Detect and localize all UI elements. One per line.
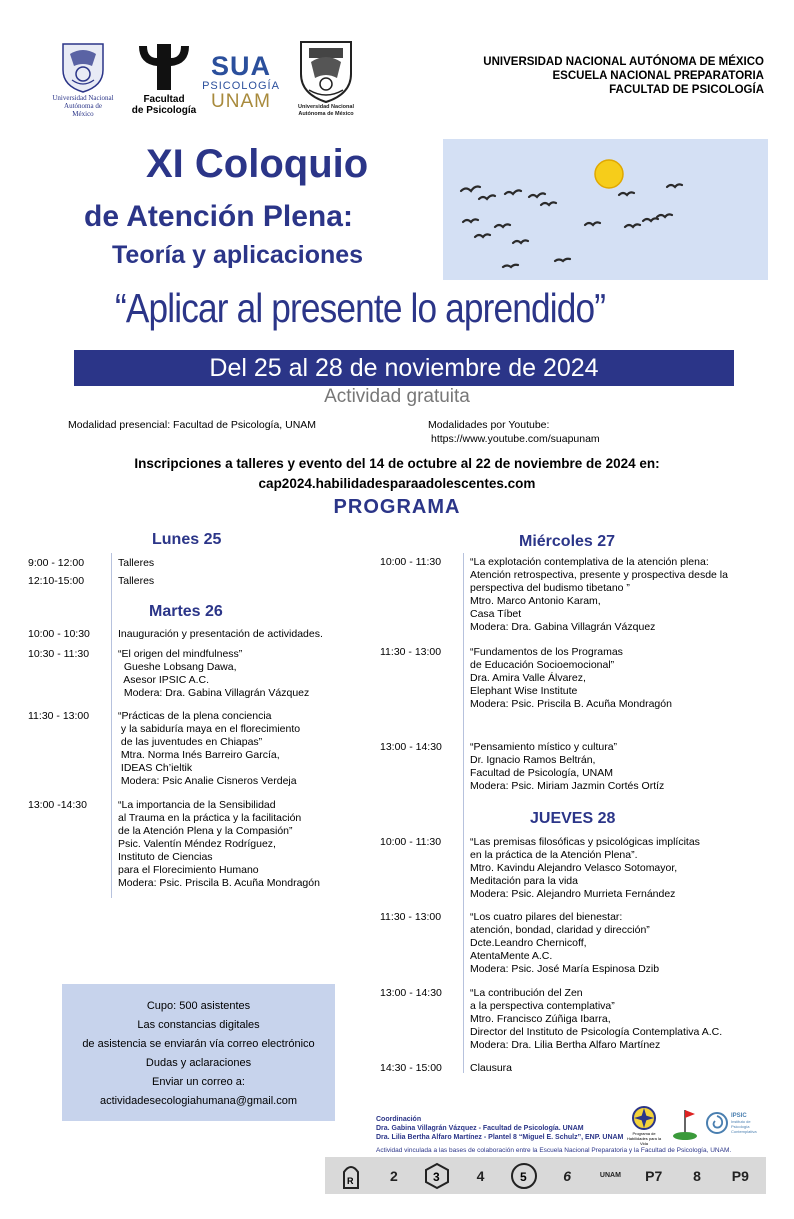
dates-banner: Del 25 al 28 de noviembre de 2024 <box>74 350 734 386</box>
habilidades-caption: Programa de Habilidades para la Vida <box>626 1131 662 1146</box>
ipsic-logo <box>706 1112 768 1134</box>
plantel-2-logo: 2 <box>390 1167 398 1184</box>
plantel-5-logo <box>505 1161 543 1191</box>
row-text: “La explotación contemplativa de la atención plena: Atención retrospectiva, presente y prospectiva desde la perspectiva del budismo tibetano ” Mtro. Marco Antonio Karam, Casa Tíbet Modera: Dra. Gabina Villagrán Vázquez <box>470 556 728 633</box>
inscripciones-block <box>0 454 794 494</box>
free-activity-label: Actividad gratuita <box>324 386 470 407</box>
left-divider-line <box>111 553 112 898</box>
facultad-caption-2: de Psicología <box>131 105 197 116</box>
sun-icon <box>595 160 623 188</box>
modalidad-youtube-label: Modalidades por Youtube: <box>428 419 550 431</box>
coordinacion-line1: Dra. Gabina Villagrán Vázquez - Facultad de Psicología. UNAM <box>376 1125 584 1132</box>
contact-email-link[interactable]: actividadesecologiahumana@gmail.com <box>99 1095 298 1107</box>
info-constancias: Las constancias digitales <box>137 1019 260 1031</box>
info-envio: de asistencia se enviarán vía correo electrónico <box>82 1038 315 1050</box>
plantel-3-logo <box>418 1161 456 1191</box>
unam-caption-1: Universidad Nacional <box>52 94 114 102</box>
ipsic-subtitle: Instituto de Psicología Contemplativa <box>731 1118 757 1134</box>
institution-psicologia: FACULTAD DE PSICOLOGÍA <box>609 84 764 96</box>
unam-escudo-icon <box>58 40 108 94</box>
youtube-link[interactable]: https://www.youtube.com/suapunam <box>431 433 600 445</box>
sua-line3: UNAM <box>211 91 271 112</box>
row-time: 11:30 - 13:00 <box>380 646 442 658</box>
facultad-caption-1: Facultad <box>143 94 185 105</box>
coordinacion-label: Coordinación <box>376 1116 422 1123</box>
inscripciones-url[interactable]: cap2024.habilidadesparaadolescentes.com <box>258 476 536 491</box>
escudo-caption-1: Universidad Nacional <box>298 104 354 110</box>
plantel-1-logo <box>332 1161 370 1191</box>
info-cupo: Cupo: 500 asistentes <box>146 1000 251 1012</box>
institution-unam: UNIVERSIDAD NACIONAL AUTÓNOMA DE MÉXICO <box>483 56 764 68</box>
title-line1: XI Coloquio <box>146 142 369 186</box>
row-time: 12:10-15:00 <box>28 575 85 587</box>
psi-icon <box>135 42 193 94</box>
row-text: “La contribución del Zen a la perspectiva contemplativa” Mtro. Francisco Zúñiga Ibarra, Director del Instituto de Psicología Contemplativa A.C. Modera: Dra. Lilia Bertha Alfaro Martínez <box>470 987 723 1051</box>
plantel-unam-logo: UNAM <box>599 1172 621 1179</box>
golf-logo <box>668 1106 702 1142</box>
planteles-logo-bar <box>325 1157 766 1194</box>
inscripciones-line1: Inscripciones a talleres y evento del 14 de octubre al 22 de noviembre de 2024 en: <box>134 456 660 471</box>
info-enviar: Enviar un correo a: <box>152 1076 245 1088</box>
row-text: Clausura <box>470 1062 513 1074</box>
sua-logo <box>202 51 280 112</box>
day-jueves: JUEVES 28 <box>530 810 616 827</box>
info-dudas: Dudas y aclaraciones <box>145 1057 252 1069</box>
flag-icon <box>670 1106 700 1142</box>
row-text: “Fundamentos de los Programas de Educación Socioemocional” Dra. Amira Valle Álvarez, Elephant Wise Institute Modera: Psic. Priscila B. Acuña Mondragón <box>470 646 672 710</box>
facultad-logo <box>124 42 204 116</box>
row-time: 11:30 - 13:00 <box>28 710 90 722</box>
modalidad-presencial: Modalidad presencial: Facultad de Psicología, UNAM <box>68 419 317 431</box>
motto-quote: “Aplicar al presente lo aprendido” <box>115 285 606 331</box>
spiral-icon <box>706 1112 728 1134</box>
row-text: “El origen del mindfulness” Gueshe Lobsang Dawa, Asesor IPSIC A.C. Modera: Dra. Gabina Villagrán Vázquez <box>118 648 310 699</box>
unam-caption-2: Autónoma de <box>64 102 102 110</box>
institutions-block <box>483 55 764 97</box>
title-line3: Teoría y aplicaciones <box>112 241 364 269</box>
plantel-8-logo: 8 <box>693 1167 701 1184</box>
plantel-7-logo: P7 <box>645 1167 663 1184</box>
row-time: 14:30 - 15:00 <box>380 1062 442 1074</box>
programa-heading: PROGRAMA <box>333 496 461 518</box>
row-text: Inauguración y presentación de actividades. <box>118 628 323 640</box>
info-box <box>62 984 335 1121</box>
row-time: 10:00 - 11:30 <box>380 836 442 848</box>
row-time: 10:00 - 10:30 <box>28 628 90 640</box>
arch-icon <box>342 1162 360 1190</box>
plantel-6-logo: 6 <box>563 1167 572 1184</box>
row-text: “Prácticas de la plena conciencia y la sabiduría maya en el florecimiento de las juventudes en Chiapas” Mtra. Norma Inés Barreiro García, IDEAS Ch’ieltik Modera: Psic Analie Cisneros Verdeja <box>118 710 301 787</box>
ipsic-title: IPSIC <box>731 1112 747 1119</box>
row-time: 13:00 - 14:30 <box>380 987 442 999</box>
svg-text:5: 5 <box>519 1169 527 1184</box>
title-line2: de Atención Plena: <box>84 200 353 233</box>
escudo-caption-2: Autónoma de México <box>298 111 354 117</box>
sua-line1: SUA <box>210 51 271 81</box>
row-time: 9:00 - 12:00 <box>28 557 85 569</box>
row-text: “Los cuatro pilares del bienestar: atención, bondad, claridad y dirección” Dcte.Leandro Chernicoff, AtentaMente A.C. Modera: Psic. José María Espinosa Dzib <box>470 911 660 975</box>
compass-icon <box>631 1105 657 1131</box>
escudo-logo <box>288 38 364 118</box>
row-time: 13:00 -14:30 <box>28 799 87 811</box>
day-lunes: Lunes 25 <box>152 531 222 548</box>
institution-enp: ESCUELA NACIONAL PREPARATORIA <box>552 70 764 82</box>
birds-icon <box>461 184 682 267</box>
hexagon-icon <box>423 1162 451 1190</box>
sky-illustration <box>443 139 768 280</box>
svg-text:R: R <box>346 1175 354 1186</box>
svg-text:3: 3 <box>433 1169 440 1184</box>
sua-line2: PSICOLOGÍA <box>202 80 280 92</box>
coordinacion-note: Actividad vinculada a las bases de colaboración entre la Escuela Nacional Preparatoria y la Facultad de Psicología, UNAM. <box>376 1147 732 1154</box>
row-time: 10:00 - 11:30 <box>380 556 442 568</box>
plantel-9-logo: P9 <box>731 1167 749 1184</box>
unam-caption-3: México <box>72 110 94 118</box>
day-martes: Martes 26 <box>149 603 223 620</box>
right-divider-line <box>463 553 464 1073</box>
row-text: Talleres <box>118 575 155 587</box>
coordinacion-line2: Dra. Lilia Bertha Alfaro Martínez - Plantel 8 “Miguel E. Schulz”, ENP. UNAM <box>376 1134 624 1141</box>
row-time: 11:30 - 13:00 <box>380 911 442 923</box>
habilidades-logo <box>624 1105 664 1146</box>
row-text: Talleres <box>118 557 155 569</box>
unam-logo <box>44 40 122 118</box>
plantel-4-logo: 4 <box>476 1167 485 1184</box>
row-time: 13:00 - 14:30 <box>380 741 442 753</box>
day-miercoles: Miércoles 27 <box>519 533 616 550</box>
circle-emblem-icon <box>510 1162 538 1190</box>
row-text: “La importancia de la Sensibilidad al Trauma en la práctica y la facilitación de la Atención Plena y la Compasión” Psic. Valentín Méndez Rodríguez, Instituto de Ciencias para el Florecimiento Humano Modera: Psic. Priscila B. Acuña Mondragón <box>118 799 320 889</box>
eagle-escudo-icon <box>295 38 357 104</box>
row-time: 10:30 - 11:30 <box>28 648 90 660</box>
row-text: “Pensamiento místico y cultura” Dr. Ignacio Ramos Beltrán, Facultad de Psicología, UNAM Modera: Psic. Miriam Jazmin Cortés Ortíz <box>470 741 665 792</box>
row-text: “Las premisas filosóficas y psicológicas implícitas en la práctica de la Atención Plena”. Mtro. Kavindu Alejandro Velasco Sotomayor, Meditación para la vida Modera: Psic. Alejandro Murrieta Fernández <box>470 836 700 900</box>
